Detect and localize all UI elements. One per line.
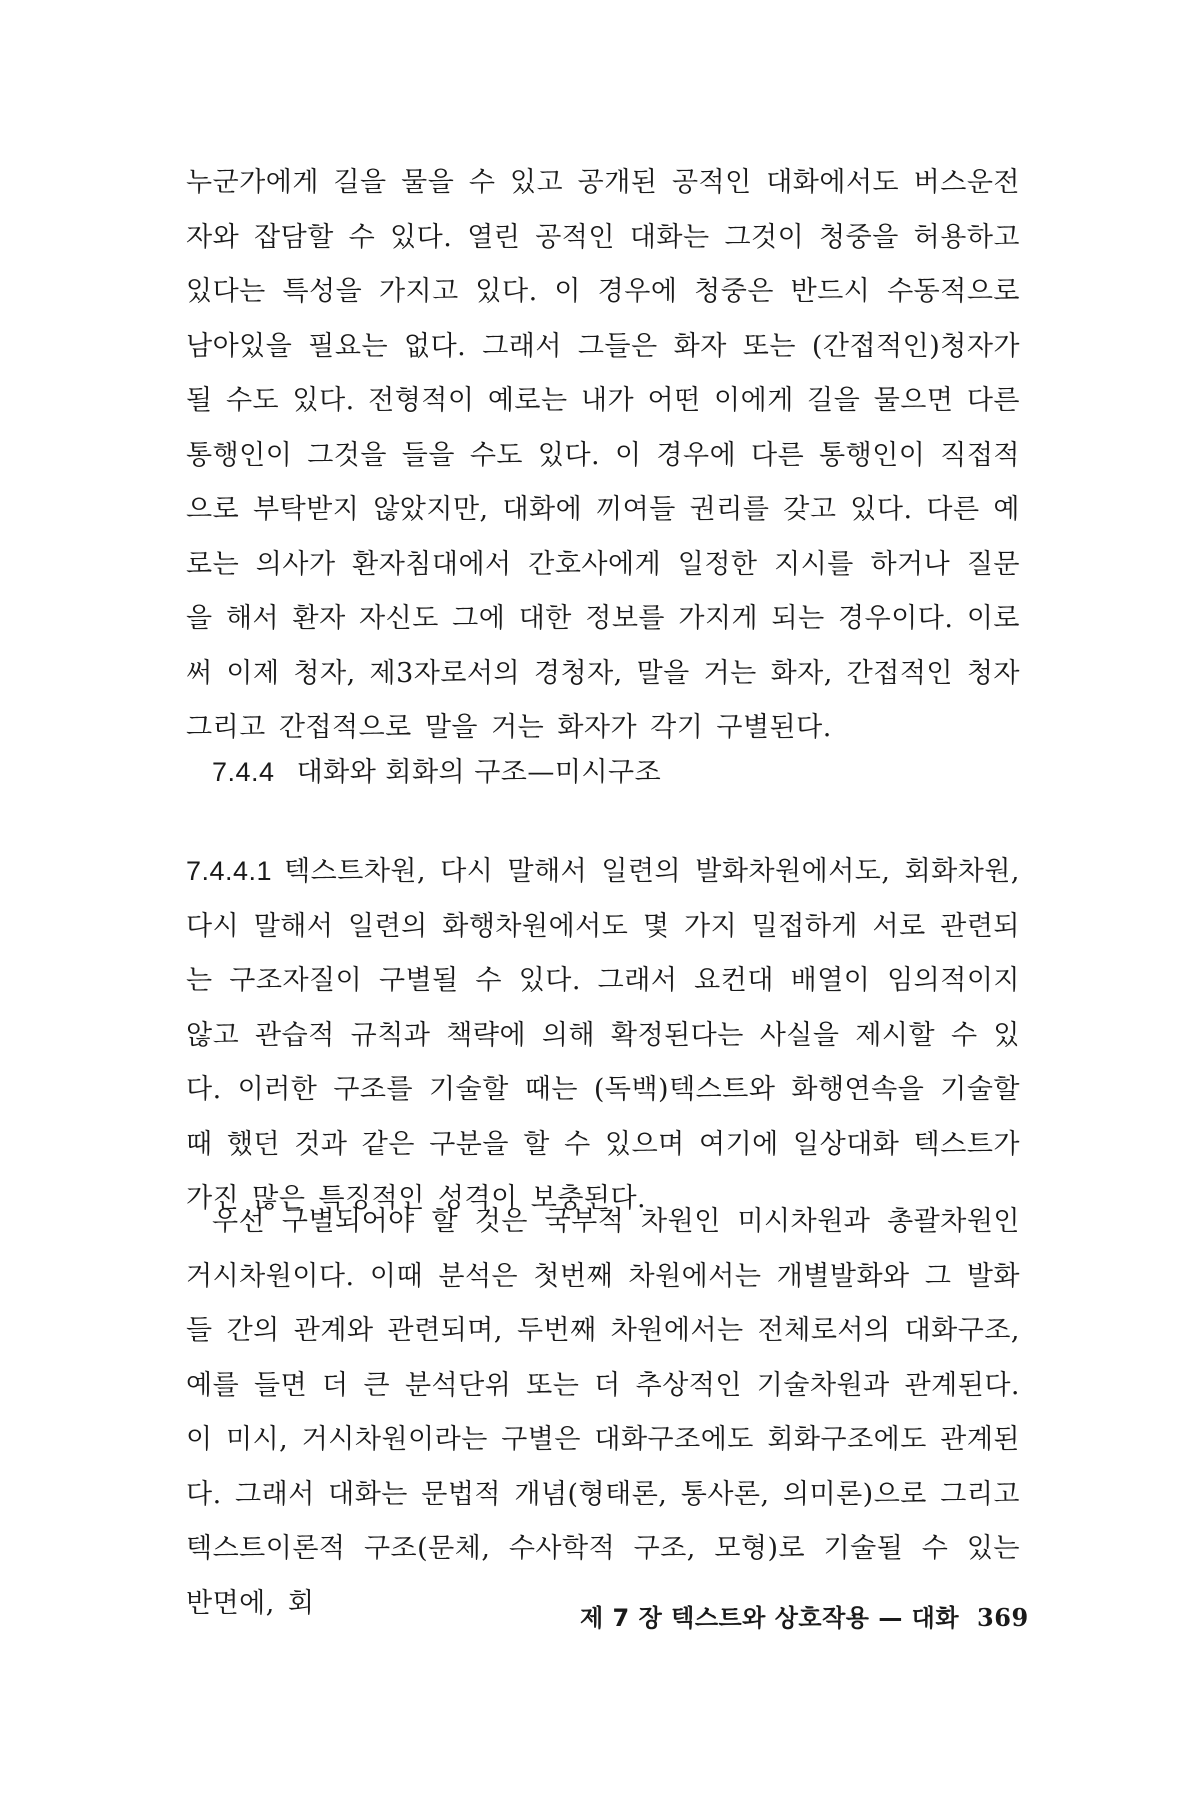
section-heading <box>212 752 661 793</box>
body-paragraph-2 <box>186 844 1020 1227</box>
page-number: 369 <box>977 1603 1029 1632</box>
chapter-title: 제 7 장 텍스트와 상호작용 — 대화 <box>580 1604 960 1632</box>
section-title: 대화와 회화의 구조—미시구조 <box>296 757 662 788</box>
body-paragraph-1 <box>186 156 1020 756</box>
subsection-number: 7.4.4.1 <box>186 856 273 886</box>
paragraph-2-text: 텍스트차원, 다시 말해서 일련의 발화차원에서도, 회화차원, 다시 말해서 일련의 화행차원에서도 몇 가지 밀접하게 서로 관련되는 구조자질이 구별될 수 있다. 그래서 요컨대 배열이 임의적이지 않고 관습적 규칙과 책략에 의해 확정된다는 사실을 제시할 수 있다. 이러한 구조를 기술할 때는 (독백)텍스트와 화행연속을 기술할 때 했던 것과 같은 구분을 할 수 있으며 여기에 일상대화 텍스트가 가진 많은 특징적인 성격이 보충된다. <box>186 856 1020 1214</box>
paragraph-1-text: 누군가에게 길을 물을 수 있고 공개된 공적인 대화에서도 버스운전자와 잡담할 수 있다. 열린 공적인 대화는 그것이 청중을 허용하고 있다는 특성을 가지고 있다. 이 경우에 청중은 반드시 수동적으로 남아있을 필요는 없다. 그래서 그들은 화자 또는 (간접적인)청자가 될 수도 있다. 전형적이 예로는 내가 어떤 이에게 길을 물으면 다른 통행인이 그것을 들을 수도 있다. 이 경우에 다른 통행인이 직접적으로 부탁받지 않았지만, 대화에 끼여들 권리를 갖고 있다. 다른 예로는 의사가 환자침대에서 간호사에게 일정한 지시를 하거나 질문을 해서 환자 자신도 그에 대한 정보를 가지게 되는 경우이다. 이로써 이제 청자, 제3자로서의 경청자, 말을 거는 화자, 간접적인 청자 그리고 간접적으로 말을 거는 화자가 각기 구별된다. <box>186 167 1020 743</box>
running-footer <box>580 1598 1029 1633</box>
body-paragraph-3 <box>186 1195 1020 1631</box>
section-number: 7.4.4 <box>212 757 275 787</box>
paragraph-3-text: 우선 구별되어야 할 것은 국부적 차원인 미시차원과 총괄차원인 거시차원이다. 이때 분석은 첫번째 차원에서는 개별발화와 그 발화들 간의 관계와 관련되며, 두번째 차원에서는 전체로서의 대화구조, 예를 들면 더 큰 분석단위 또는 더 추상적인 기술차원과 관계된다. 이 미시, 거시차원이라는 구별은 대화구조에도 회화구조에도 관계된다. 그래서 대화는 문법적 개념(형태론, 통사론, 의미론)으로 그리고 텍스트이론적 구조(문체, 수사학적 구조, 모형)로 기술될 수 있는 반면에, 회 <box>186 1206 1020 1619</box>
